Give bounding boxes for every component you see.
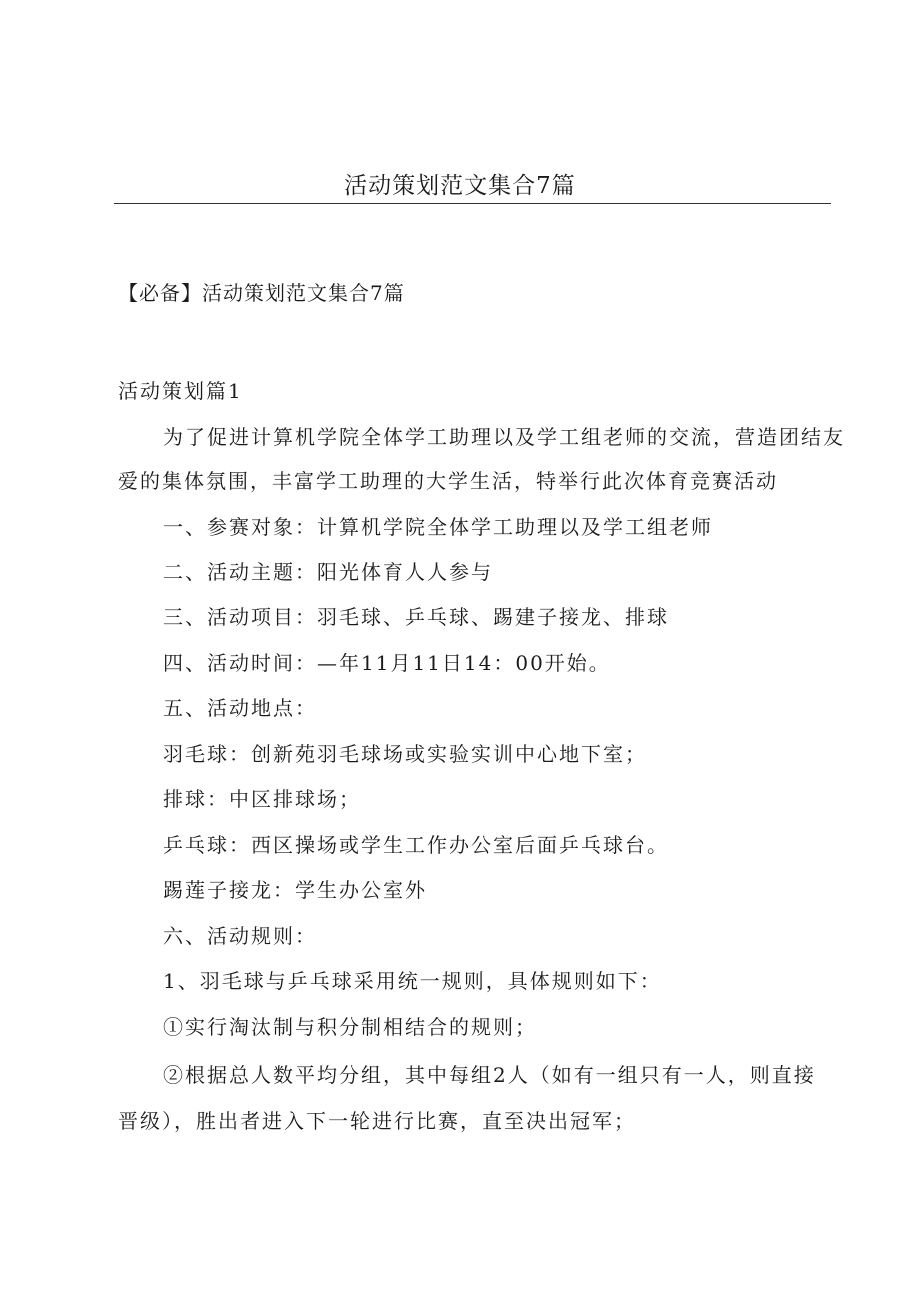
paragraph-line: 为了促进计算机学院全体学工助理以及学工组老师的交流，营造团结友 <box>163 425 845 449</box>
paragraph-line: ①实行淘汰制与积分制相结合的规则； <box>163 1015 537 1039</box>
paragraph-line: ②根据总人数平均分组，其中每组2人（如有一组只有一人，则直接 <box>163 1063 816 1087</box>
paragraph-line: 五、活动地点： <box>163 696 317 720</box>
paragraph-line: 晋级），胜出者进入下一轮进行比赛，直至决出冠军； <box>118 1109 636 1133</box>
document-subtitle: 【必备】活动策划范文集合7篇 <box>118 281 405 305</box>
paragraph-line: 排球：中区排球场； <box>163 787 361 811</box>
paragraph-line: 四、活动时间：—年11月11日14：00开始。 <box>163 651 611 675</box>
paragraph-line: 一、参赛对象：计算机学院全体学工助理以及学工组老师 <box>163 515 713 539</box>
paragraph-line: 六、活动规则： <box>163 924 317 948</box>
paragraph-line: 二、活动主题：阳光体育人人参与 <box>163 560 493 584</box>
paragraph-line: 乒乓球：西区操场或学生工作办公室后面乒乓球台。 <box>163 833 669 857</box>
paragraph-line: 踢莲子接龙：学生办公室外 <box>163 878 427 902</box>
section-title: 活动策划篇1 <box>118 379 243 403</box>
page-header-title: 活动策划范文集合7篇 <box>344 173 576 199</box>
paragraph-line: 1、羽毛球与乒乓球采用统一规则，具体规则如下： <box>163 969 662 993</box>
paragraph-line: 羽毛球：创新苑羽毛球场或实验实训中心地下室； <box>163 742 647 766</box>
header-divider <box>114 203 831 204</box>
paragraph-line: 三、活动项目：羽毛球、乒乓球、踢建子接龙、排球 <box>163 605 669 629</box>
paragraph-line: 爱的集体氛围，丰富学工助理的大学生活，特举行此次体育竞赛活动 <box>118 469 778 493</box>
